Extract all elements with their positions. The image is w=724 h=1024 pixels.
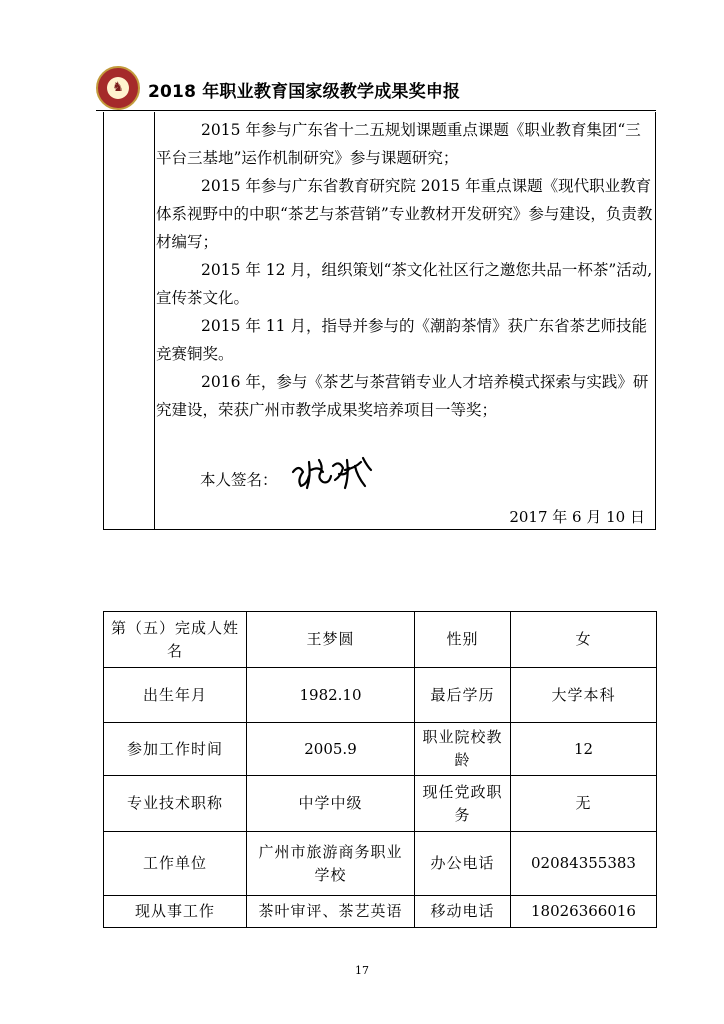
page-number: 17: [355, 964, 369, 977]
column-divider: [154, 112, 155, 529]
table-row: [104, 896, 657, 928]
signature-date: 2017 年 6 月 10 日: [509, 508, 645, 526]
field-value: 广州市旅游商务职业学校: [247, 832, 415, 896]
field-value: 1982.10: [247, 668, 415, 723]
header-rule: [96, 110, 656, 111]
table-row: [104, 668, 657, 723]
header-title: 2018 年职业教育国家级教学成果奖申报: [148, 82, 461, 102]
school-emblem-icon: ♞: [96, 66, 140, 110]
signature-label: 本人签名：: [200, 471, 278, 489]
field-value: 无: [511, 776, 657, 832]
field-label: 性别: [415, 612, 511, 668]
field-value: 大学本科: [511, 668, 657, 723]
field-value: 女: [511, 612, 657, 668]
handwritten-signature: [289, 452, 377, 496]
field-label: 专业技术职称: [104, 776, 247, 832]
table-row: [104, 612, 657, 668]
field-value: 2005.9: [247, 723, 415, 776]
table-row: [104, 832, 657, 896]
field-label: 现从事工作: [104, 896, 247, 928]
field-value: 王梦圆: [247, 612, 415, 668]
field-label: 出生年月: [104, 668, 247, 723]
field-value: 中学中级: [247, 776, 415, 832]
field-label: 最后学历: [415, 668, 511, 723]
field-label: 第（五）完成人姓名: [104, 612, 247, 668]
field-label: 现任党政职务: [415, 776, 511, 832]
field-label: 工作单位: [104, 832, 247, 896]
field-value: 12: [511, 723, 657, 776]
field-label: 参加工作时间: [104, 723, 247, 776]
field-value: 茶叶审评、茶艺英语: [247, 896, 415, 928]
experience-paragraph: 2016 年，参与《茶艺与茶营销专业人才培养模式探索与实践》研究建设，荣获广州市教学成果奖培养项目一等奖；: [156, 373, 649, 419]
field-label: 职业院校教龄: [415, 723, 511, 776]
table-row: [104, 776, 657, 832]
field-value: 02084355383: [511, 832, 657, 896]
field-value: 18026366016: [511, 896, 657, 928]
field-label: 办公电话: [415, 832, 511, 896]
experience-paragraph: 2015 年参与广东省十二五规划课题重点课题《职业教育集团“三平台三基地”运作机制研究》参与课题研究；: [156, 121, 641, 167]
page-header: [96, 66, 656, 112]
table-row: [104, 723, 657, 776]
experience-paragraph: 2015 年 11 月，指导并参与的《潮韵茶情》获广东省茶艺师技能竞赛铜奖。: [156, 317, 647, 363]
field-label: 移动电话: [415, 896, 511, 928]
experience-block: [103, 112, 656, 530]
experience-paragraph: 2015 年参与广东省教育研究院 2015 年重点课题《现代职业教育体系视野中的中职“茶艺与茶营销”专业教材开发研究》参与建设，负责教材编写；: [156, 177, 653, 251]
experience-paragraph: 2015 年 12 月，组织策划“茶文化社区行之邀您共品一杯茶”活动,宣传茶文化。: [156, 261, 653, 307]
experience-text: [156, 116, 653, 424]
personal-info-table: [103, 611, 657, 928]
